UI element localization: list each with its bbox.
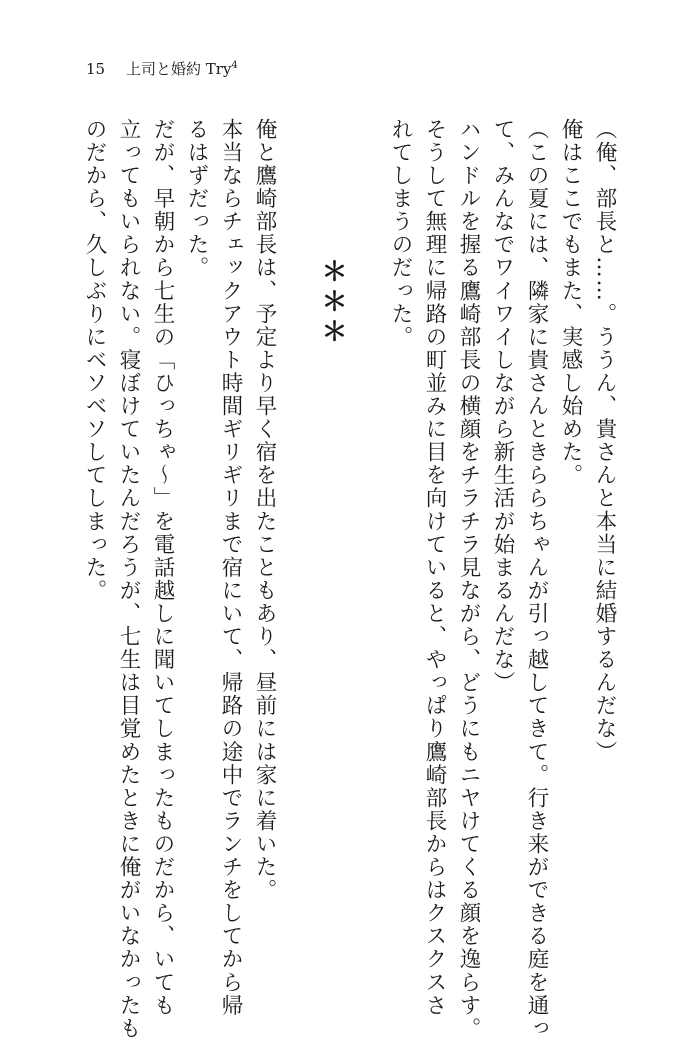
text-line: 立ってもいられない。寝ぼけていたんだろうが、七生は目覚めたときに俺がいなかったも xyxy=(116,118,141,1040)
chapter-title-superscript: 4 xyxy=(231,60,238,71)
vertical-body-text xyxy=(77,118,621,1040)
text-line: れてしまうのだった。 xyxy=(388,118,413,349)
page-number: 15 xyxy=(86,60,106,78)
text-line: 俺と鷹崎部長は、予定より早く宿を出たこともあり、昼前には家に着いた。 xyxy=(252,118,277,902)
text-line: 本当ならチェックアウト時間ギリギリまで宿にいて、帰路の途中でランチをしてから帰 xyxy=(218,118,243,1017)
running-header xyxy=(86,57,238,78)
chapter-title xyxy=(126,60,238,78)
text-line: ハンドルを握る鷹崎部長の横顔をチラチラ見ながら、どうにもニヤけてくる顔を逸らす。 xyxy=(456,118,481,1040)
text-line: のだから、久しぶりにベソベソしてしまった。 xyxy=(82,118,107,603)
text-line: て、みんなでワイワイしながら新生活が始まるんだな） xyxy=(490,118,515,695)
text-line: そうして無理に帰路の町並みに目を向けていると、やっぱり鷹崎部長からはクスクスさ xyxy=(422,118,447,1017)
text-line: （この夏には、隣家に貴さんときららちゃんが引っ越してきて。行き来ができる庭を通っ xyxy=(524,118,549,1040)
text-line: （俺、部長と……。ううん、貴さんと本当に結婚するんだな） xyxy=(592,118,617,764)
chapter-title-text: 上司と婚約 Try xyxy=(126,60,232,78)
text-line: だが、早朝から七生の「ひっちゃ～」を電話越しに聞いてしまったものだから、いても xyxy=(150,118,175,1017)
text-line: 俺はここでもまた、実感し始めた。 xyxy=(558,118,583,487)
text-line: るはずだった。 xyxy=(184,118,209,280)
scene-break-separator: ＊＊＊ xyxy=(317,258,347,348)
